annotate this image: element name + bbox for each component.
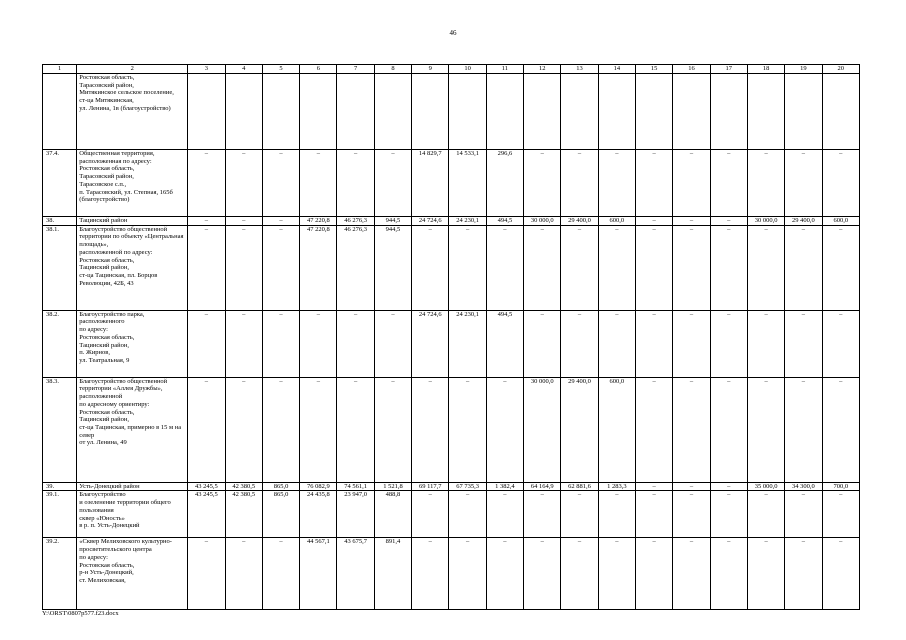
- value-cell: –: [225, 377, 262, 482]
- row-name: Ростовская область, Тарасовский район, Митякинское сельское поселение, ст-ца Митякинская, ул. Ленина, 1в (благоустройство): [77, 74, 188, 150]
- value-cell: [710, 74, 747, 150]
- row-name: Тацинский район: [77, 217, 188, 226]
- header-cell: 7: [337, 65, 374, 74]
- value-cell: 24 724,6: [412, 217, 449, 226]
- value-cell: –: [524, 310, 561, 377]
- value-cell: 944,5: [374, 225, 411, 310]
- value-cell: 34 300,0: [785, 482, 822, 491]
- value-cell: –: [710, 225, 747, 310]
- value-cell: –: [300, 377, 337, 482]
- header-cell: 1: [43, 65, 77, 74]
- value-cell: –: [486, 491, 523, 538]
- value-cell: –: [710, 377, 747, 482]
- value-cell: –: [374, 150, 411, 217]
- table-row: [43, 217, 860, 226]
- budget-table: [42, 64, 860, 610]
- value-cell: –: [822, 491, 859, 538]
- header-cell: 4: [225, 65, 262, 74]
- value-cell: 296,6: [486, 150, 523, 217]
- value-cell: –: [673, 491, 710, 538]
- value-cell: 67 735,3: [449, 482, 486, 491]
- value-cell: –: [785, 538, 822, 610]
- value-cell: –: [635, 482, 672, 491]
- row-number: 39.: [43, 482, 77, 491]
- table-row: [43, 538, 860, 610]
- value-cell: –: [449, 225, 486, 310]
- value-cell: –: [673, 538, 710, 610]
- value-cell: –: [262, 377, 299, 482]
- value-cell: 74 561,1: [337, 482, 374, 491]
- table-row: [43, 74, 860, 150]
- value-cell: 35 000,0: [747, 482, 784, 491]
- header-cell: 16: [673, 65, 710, 74]
- value-cell: –: [747, 225, 784, 310]
- value-cell: –: [822, 377, 859, 482]
- value-cell: 29 400,0: [561, 377, 598, 482]
- value-cell: –: [673, 310, 710, 377]
- row-name: Благоустройство общественной территории «Аллея Дружбы», расположенной по адресному ориентиру: Ростовская область, Тацинский район, ст-ца Тацинская, примерно в 15 м на север от ул. Ленина, 49: [77, 377, 188, 482]
- value-cell: 47 220,8: [300, 225, 337, 310]
- header-cell: 11: [486, 65, 523, 74]
- value-cell: [225, 74, 262, 150]
- value-cell: 24 435,8: [300, 491, 337, 538]
- value-cell: [412, 74, 449, 150]
- value-cell: –: [412, 377, 449, 482]
- value-cell: 1 382,4: [486, 482, 523, 491]
- value-cell: –: [524, 491, 561, 538]
- row-number: 38.: [43, 217, 77, 226]
- value-cell: –: [225, 217, 262, 226]
- value-cell: [262, 74, 299, 150]
- value-cell: 23 947,0: [337, 491, 374, 538]
- value-cell: 64 164,9: [524, 482, 561, 491]
- value-cell: [635, 74, 672, 150]
- value-cell: –: [300, 310, 337, 377]
- value-cell: 43 245,5: [188, 482, 225, 491]
- value-cell: 30 000,0: [747, 217, 784, 226]
- value-cell: –: [635, 491, 672, 538]
- value-cell: –: [337, 310, 374, 377]
- value-cell: –: [188, 150, 225, 217]
- header-cell: 20: [822, 65, 859, 74]
- value-cell: –: [561, 310, 598, 377]
- value-cell: –: [598, 225, 635, 310]
- value-cell: 600,0: [822, 217, 859, 226]
- row-name: Общественная территория, расположенная по адресу: Ростовская область, Тарасовский район, Тарасовское с.п., п. Тарасовский, ул. Степная, 165б (благоустройство): [77, 150, 188, 217]
- value-cell: –: [710, 310, 747, 377]
- value-cell: –: [822, 538, 859, 610]
- value-cell: –: [262, 225, 299, 310]
- value-cell: [337, 74, 374, 150]
- value-cell: –: [747, 538, 784, 610]
- value-cell: 42 380,5: [225, 491, 262, 538]
- value-cell: –: [747, 377, 784, 482]
- value-cell: 24 230,1: [449, 310, 486, 377]
- value-cell: –: [673, 150, 710, 217]
- table-row: [43, 377, 860, 482]
- value-cell: –: [635, 225, 672, 310]
- row-name: Благоустройство общественной территории по объекту «Центральная площадь», расположенной по адресу: Ростовская область, Тацинский район, ст-ца Тацинская, пл. Борцов Революции, 42Б, 43: [77, 225, 188, 310]
- value-cell: –: [412, 225, 449, 310]
- value-cell: –: [524, 150, 561, 217]
- value-cell: –: [635, 217, 672, 226]
- value-cell: –: [673, 377, 710, 482]
- value-cell: [374, 74, 411, 150]
- value-cell: 865,0: [262, 491, 299, 538]
- header-cell: 14: [598, 65, 635, 74]
- row-name: Благоустройство и озеленение территории общего пользования сквер «Юность» в р. п. Усть-Донецкий: [77, 491, 188, 538]
- value-cell: –: [785, 377, 822, 482]
- value-cell: 24 724,6: [412, 310, 449, 377]
- value-cell: –: [710, 482, 747, 491]
- value-cell: [785, 74, 822, 150]
- value-cell: –: [225, 225, 262, 310]
- row-number: 38.3.: [43, 377, 77, 482]
- value-cell: [598, 74, 635, 150]
- header-cell: 19: [785, 65, 822, 74]
- value-cell: [822, 74, 859, 150]
- value-cell: 30 000,0: [524, 377, 561, 482]
- value-cell: –: [785, 310, 822, 377]
- value-cell: 891,4: [374, 538, 411, 610]
- value-cell: –: [598, 491, 635, 538]
- value-cell: –: [225, 310, 262, 377]
- value-cell: 29 400,0: [561, 217, 598, 226]
- row-name: Благоустройство парка, расположенного по адресу: Ростовская область, Тацинский район, п. Жирнов, ул. Театральная, 9: [77, 310, 188, 377]
- value-cell: 944,5: [374, 217, 411, 226]
- value-cell: –: [598, 310, 635, 377]
- value-cell: 76 082,9: [300, 482, 337, 491]
- table-row: [43, 225, 860, 310]
- value-cell: [486, 74, 523, 150]
- value-cell: –: [747, 491, 784, 538]
- value-cell: 700,0: [822, 482, 859, 491]
- value-cell: 30 000,0: [524, 217, 561, 226]
- value-cell: 42 380,5: [225, 482, 262, 491]
- value-cell: 600,0: [598, 377, 635, 482]
- header-cell: 13: [561, 65, 598, 74]
- table-row: [43, 310, 860, 377]
- header-cell: 15: [635, 65, 672, 74]
- value-cell: 865,0: [262, 482, 299, 491]
- value-cell: –: [785, 225, 822, 310]
- header-cell: 18: [747, 65, 784, 74]
- value-cell: –: [524, 225, 561, 310]
- value-cell: 14 533,1: [449, 150, 486, 217]
- value-cell: 46 276,3: [337, 217, 374, 226]
- value-cell: –: [412, 491, 449, 538]
- value-cell: –: [188, 225, 225, 310]
- value-cell: –: [188, 377, 225, 482]
- value-cell: 29 400,0: [785, 217, 822, 226]
- value-cell: –: [188, 538, 225, 610]
- header-cell: 12: [524, 65, 561, 74]
- value-cell: –: [225, 150, 262, 217]
- value-cell: –: [747, 150, 784, 217]
- header-cell: 3: [188, 65, 225, 74]
- value-cell: –: [635, 538, 672, 610]
- page-number: 46: [449, 29, 457, 37]
- value-cell: [449, 74, 486, 150]
- value-cell: –: [598, 150, 635, 217]
- value-cell: 43 675,7: [337, 538, 374, 610]
- value-cell: –: [673, 217, 710, 226]
- value-cell: –: [374, 377, 411, 482]
- value-cell: 600,0: [598, 217, 635, 226]
- value-cell: –: [785, 150, 822, 217]
- value-cell: –: [262, 538, 299, 610]
- header-cell: 6: [300, 65, 337, 74]
- value-cell: 43 245,5: [188, 491, 225, 538]
- value-cell: –: [635, 310, 672, 377]
- header-cell: 9: [412, 65, 449, 74]
- value-cell: –: [188, 310, 225, 377]
- value-cell: –: [673, 225, 710, 310]
- value-cell: [188, 74, 225, 150]
- value-cell: –: [524, 538, 561, 610]
- value-cell: 69 117,7: [412, 482, 449, 491]
- value-cell: –: [449, 491, 486, 538]
- value-cell: –: [561, 491, 598, 538]
- value-cell: 44 567,1: [300, 538, 337, 610]
- value-cell: 494,5: [486, 310, 523, 377]
- value-cell: –: [561, 150, 598, 217]
- value-cell: –: [412, 538, 449, 610]
- value-cell: [300, 74, 337, 150]
- value-cell: –: [486, 225, 523, 310]
- value-cell: –: [337, 377, 374, 482]
- value-cell: –: [188, 217, 225, 226]
- value-cell: –: [449, 377, 486, 482]
- table-row: [43, 482, 860, 491]
- value-cell: –: [673, 482, 710, 491]
- value-cell: [673, 74, 710, 150]
- value-cell: –: [822, 150, 859, 217]
- header-row: [43, 65, 860, 74]
- value-cell: –: [337, 150, 374, 217]
- value-cell: –: [710, 538, 747, 610]
- value-cell: –: [374, 310, 411, 377]
- value-cell: 1 283,3: [598, 482, 635, 491]
- table-row: [43, 491, 860, 538]
- value-cell: 1 521,8: [374, 482, 411, 491]
- footer-file-path: Y:\ORST\0807p577.f23.docx: [42, 610, 119, 617]
- row-number: [43, 74, 77, 150]
- value-cell: [747, 74, 784, 150]
- value-cell: 494,5: [486, 217, 523, 226]
- value-cell: –: [710, 150, 747, 217]
- value-cell: –: [822, 225, 859, 310]
- value-cell: –: [785, 491, 822, 538]
- value-cell: –: [561, 225, 598, 310]
- value-cell: 47 220,8: [300, 217, 337, 226]
- value-cell: –: [262, 217, 299, 226]
- value-cell: 488,8: [374, 491, 411, 538]
- value-cell: –: [262, 150, 299, 217]
- value-cell: –: [710, 491, 747, 538]
- value-cell: –: [486, 377, 523, 482]
- header-cell: 10: [449, 65, 486, 74]
- value-cell: 14 829,7: [412, 150, 449, 217]
- value-cell: 24 230,1: [449, 217, 486, 226]
- row-number: 38.2.: [43, 310, 77, 377]
- value-cell: –: [262, 310, 299, 377]
- header-cell: 8: [374, 65, 411, 74]
- header-cell: 2: [77, 65, 188, 74]
- row-number: 39.2.: [43, 538, 77, 610]
- value-cell: –: [300, 150, 337, 217]
- row-number: 39.1.: [43, 491, 77, 538]
- row-number: 38.1.: [43, 225, 77, 310]
- row-number: 37.4.: [43, 150, 77, 217]
- value-cell: 46 276,3: [337, 225, 374, 310]
- value-cell: 62 881,6: [561, 482, 598, 491]
- value-cell: [524, 74, 561, 150]
- value-cell: –: [710, 217, 747, 226]
- value-cell: –: [449, 538, 486, 610]
- value-cell: –: [635, 150, 672, 217]
- value-cell: –: [561, 538, 598, 610]
- value-cell: –: [486, 538, 523, 610]
- value-cell: –: [225, 538, 262, 610]
- header-cell: 17: [710, 65, 747, 74]
- value-cell: –: [635, 377, 672, 482]
- value-cell: –: [598, 538, 635, 610]
- row-name: «Сквер Мелиховского культурно-просветительского центра по адресу: Ростовская область, р-н Усть-Донецкий, ст. Мелиховская,: [77, 538, 188, 610]
- table-row: [43, 150, 860, 217]
- value-cell: –: [747, 310, 784, 377]
- header-cell: 5: [262, 65, 299, 74]
- value-cell: –: [822, 310, 859, 377]
- value-cell: [561, 74, 598, 150]
- row-name: Усть-Донецкий район: [77, 482, 188, 491]
